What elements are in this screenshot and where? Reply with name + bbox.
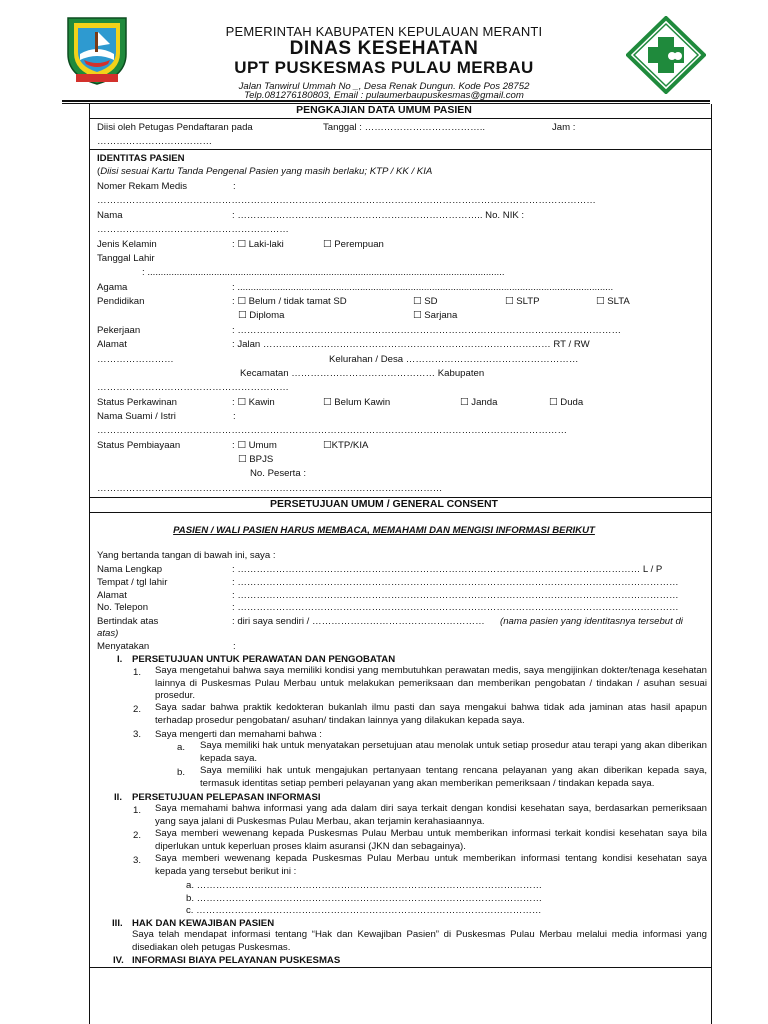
pekerjaan-field[interactable]: : …………………………………………………………………………………………………………: [232, 325, 622, 336]
bertindak-label: Bertindak atas: [97, 616, 159, 627]
telp-field[interactable]: : …………………………………………………………………………………………………………………………: [232, 602, 679, 613]
item-II-2: Saya memberi wewenang kepada Puskesmas Pulau Merbau untuk memberikan informasi terkait kondisi kesehatan saya bila diperlukan untuk keperluan proses klaim asuransi (JKN dan sebagainya).: [155, 828, 707, 852]
sec1-fill-bottom: [89, 149, 712, 150]
pekerjaan-label: Pekerjaan: [97, 325, 141, 336]
time-label: Jam :: [552, 122, 576, 133]
time-field[interactable]: ………………………………: [97, 136, 213, 147]
jk-perempuan-checkbox[interactable]: ☐ Perempuan: [323, 239, 384, 250]
kecamatan-field[interactable]: Kecamatan ……………………………………… Kabupaten: [240, 368, 485, 379]
sec2-title-bottom: [89, 512, 712, 513]
item-I-1: Saya mengetahui bahwa saya memiliki kondisi yang membutuhkan perawatan medis, saya mengijinkan dokter/tenaga kesehatan lainnya di Puskesmas Pulau Merbau untuk melakukan pemeriksaan dan memberikan pengobatan / tindakan / asuhan sesuai prosedur.: [155, 665, 707, 701]
form-border-left: [89, 104, 90, 1024]
item-I-3a-num: a.: [177, 742, 186, 753]
c-alamat-label: Alamat: [97, 590, 127, 601]
address-line: Jalan Tanwirul Ummah No _, Desa Renak Dungun. Kode Pos 28752: [238, 81, 530, 92]
nl-label: Nama Lengkap: [97, 564, 163, 575]
unit-heading: UPT PUSKESMAS PULAU MERBAU: [234, 58, 534, 77]
form-border-right: [711, 104, 712, 1024]
section2-title: PERSETUJUAN UMUM / GENERAL CONSENT: [270, 498, 498, 510]
recipient-c-field[interactable]: c. ………………………………………………………………………………………………: [186, 905, 542, 916]
contact-line: Telp.081276180803, Email : pulaumerbaupuskesmas@gmail.com: [244, 90, 524, 101]
item-II-3-num: 3.: [133, 855, 142, 866]
dept-heading: DINAS KESEHATAN: [289, 38, 479, 59]
rtrw-field[interactable]: ……………………: [97, 354, 174, 365]
suami-colon: :: [233, 411, 236, 422]
consent-instruction: PASIEN / WALI PASIEN HARUS MEMBACA, MEMAHAMI DAN MENGISI INFORMASI BERIKUT: [173, 525, 595, 536]
sp-label: Status Perkawinan: [97, 397, 177, 408]
biaya-label: Status Pembiayaan: [97, 440, 181, 451]
nik-field[interactable]: ……………………………………………………: [97, 224, 289, 235]
fill-by-label: Diisi oleh Petugas Pendaftaran pada: [97, 122, 253, 133]
sec1-title-bottom: [89, 118, 712, 119]
alamat-jalan-field[interactable]: : Jalan ……………………………………………………………………………… RT / RW: [232, 339, 590, 350]
sp-duda-checkbox[interactable]: ☐ Duda: [549, 397, 584, 408]
item-I-2: Saya sadar bahwa praktik kedokteran bukanlah ilmu pasti dan saya mengakui bahwa tidak ada jaminan atas hasil apapun terhadap prosedur pengobatan/ asuhan/ tindakan lainnya yang dilakukan kepada saya.: [155, 702, 707, 726]
item-I-3b: Saya memiliki hak untuk mengajukan pertanyaan tentang rencana pelayanan yang akan diberikan kepada saya, termasuk identitas setiap pemberi pelayanan yang akan memberikan pemeriksaan / tindakan kepada saya.: [200, 765, 707, 789]
item-II-1: Saya memahami bahwa informasi yang ada dalam diri saya terkait dengan kondisi kesehatan saya, berdasarkan pemeriksaan yang saya jalani di Puskesmas Pulau Merbau, akan terjamin kerahasiaannya.: [155, 803, 707, 827]
sp-kawin-checkbox[interactable]: : ☐ Kawin: [232, 397, 275, 408]
part-I-number: I.: [117, 654, 123, 665]
rm-colon: :: [233, 181, 236, 192]
header-rule-thick: [62, 100, 710, 102]
item-I-3b-num: b.: [177, 767, 186, 778]
tl-label: Tanggal Lahir: [97, 253, 155, 264]
item-I-3-num: 3.: [133, 729, 142, 740]
part-IV-title: INFORMASI BIAYA PELAYANAN PUSKESMAS: [132, 955, 341, 966]
date-field[interactable]: Tanggal : ………………………………..: [323, 122, 486, 133]
nama-label: Nama: [97, 210, 123, 221]
menyatakan-colon: :: [233, 641, 236, 652]
section1-title: PENGKAJIAN DATA UMUM PASIEN: [296, 104, 472, 116]
item-I-3a: Saya memiliki hak untuk menyatakan persetujuan atau menolak untuk setiap prosedur atau terapi yang akan diberikan kepada saya.: [200, 740, 707, 764]
sp-janda-checkbox[interactable]: ☐ Janda: [460, 397, 498, 408]
bertindak-field[interactable]: : diri saya sendiri / ………………………………………………: [232, 616, 485, 627]
nama-field[interactable]: : ………………………………………………………………….. No. NIK :: [232, 210, 525, 221]
bertindak-note: (nama pasien yang identitasnya tersebut di: [500, 616, 683, 627]
rm-field[interactable]: …………………………………………………………………………………………………………………………………………: [97, 195, 596, 206]
pend-belum-checkbox[interactable]: : ☐ Belum / tidak tamat SD: [232, 296, 347, 307]
suami-field[interactable]: …………………………………………………………………………………………………………………………………: [97, 425, 568, 436]
item-II-1-num: 1.: [133, 805, 142, 816]
identitas-note: (Diisi sesuai Kartu Tanda Pengenal Pasien yang masih berlaku; KTP / KK / KIA: [97, 166, 433, 177]
pend-label: Pendidikan: [97, 296, 145, 307]
nl-field[interactable]: : ……………………………………………………………………………………………………………… L / P: [232, 564, 663, 575]
kelurahan-field[interactable]: Kelurahan / Desa ………………………………………………: [329, 354, 579, 365]
pend-slta-checkbox[interactable]: ☐ SLTA: [596, 296, 630, 307]
item-I-1-num: 1.: [133, 667, 142, 678]
telp-label: No. Telepon: [97, 602, 149, 613]
part-III-number: III.: [112, 918, 123, 929]
recipient-b-field[interactable]: b. ………………………………………………………………………………………………: [186, 893, 543, 904]
part-II-number: II.: [114, 792, 122, 803]
gov-heading: PEMERINTAH KABUPATEN KEPULAUAN MERANTI: [225, 24, 543, 39]
suami-label: Nama Suami / Istri: [97, 411, 176, 422]
alamat-label: Alamat: [97, 339, 127, 350]
pend-sd-checkbox[interactable]: ☐ SD: [413, 296, 438, 307]
jk-label: Jenis Kelamin: [97, 239, 157, 250]
biaya-umum-checkbox[interactable]: : ☐ Umum: [232, 440, 277, 451]
ttl-field[interactable]: : …………………………………………………………………………………………………………………………: [232, 577, 679, 588]
bertindak-note-2: atas): [97, 628, 119, 639]
part-IV-underline: [89, 967, 712, 968]
part-I-title: PERSETUJUAN UNTUK PERAWATAN DAN PENGOBATAN: [132, 654, 396, 665]
c-alamat-field[interactable]: : …………………………………………………………………………………………………………………………: [232, 590, 679, 601]
biaya-bpjs-checkbox[interactable]: ☐ BPJS: [238, 454, 274, 465]
rm-label: Nomer Rekam Medis: [97, 181, 188, 192]
no-peserta-field[interactable]: ………………………………………………………………………………………………: [97, 483, 443, 494]
part-II-title: PERSETUJUAN PELEPASAN INFORMASI: [132, 792, 321, 803]
tl-field[interactable]: : ......................................................................................................................................: [142, 267, 505, 278]
ttl-label: Tempat / tgl lahir: [97, 577, 168, 588]
pend-sltp-checkbox[interactable]: ☐ SLTP: [505, 296, 540, 307]
part-III-title: HAK DAN KEWAJIBAN PASIEN: [132, 918, 275, 929]
kabupaten-field[interactable]: ……………………………………………………: [97, 382, 289, 393]
agama-field[interactable]: : .............................................................................................................................................: [232, 282, 614, 293]
item-II-3: Saya memberi wewenang kepada Puskesmas Pulau Merbau untuk memberikan informasi tentang kondisi kesehatan saya kepada yang tersebut berikut ini :: [155, 853, 707, 877]
sp-belum-checkbox[interactable]: ☐ Belum Kawin: [323, 397, 391, 408]
biaya-ktp-checkbox[interactable]: ☐KTP/KIA: [323, 440, 369, 451]
jk-laki-checkbox[interactable]: : ☐ Laki-laki: [232, 239, 284, 250]
pend-sarjana-checkbox[interactable]: ☐ Sarjana: [413, 310, 458, 321]
part-IV-number: IV.: [113, 955, 124, 966]
recipient-a-field[interactable]: a. ………………………………………………………………………………………………: [186, 880, 543, 891]
item-II-2-num: 2.: [133, 830, 142, 841]
item-I-2-num: 2.: [133, 704, 142, 715]
no-peserta-label: No. Peserta :: [250, 468, 306, 479]
identitas-heading: IDENTITAS PASIEN: [97, 153, 185, 164]
pend-diploma-checkbox[interactable]: ☐ Diploma: [238, 310, 285, 321]
consent-intro: Yang bertanda tangan di bawah ini, saya :: [97, 550, 276, 561]
item-I-3: Saya mengerti dan memahami bahwa :: [155, 729, 322, 740]
agama-label: Agama: [97, 282, 128, 293]
menyatakan-label: Menyatakan: [97, 641, 150, 652]
part-III-text: Saya telah mendapat informasi tentang “Hak dan Kewajiban Pasien” di Puskesmas Pulau Merbau melalui media informasi yang disediakan oleh petugas Puskesmas.: [132, 929, 707, 953]
